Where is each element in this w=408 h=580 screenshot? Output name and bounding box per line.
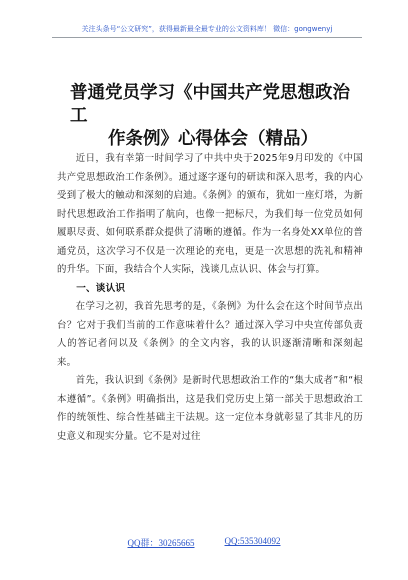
body-paragraph: 首先，我认识到《条例》是新时代思想政治工作的“集大成者”和“根本遵循”。《条例》明确指出，这是我们党历史上第一部关于思想政治工作的统领性、综合性基础主干法规。这一定位本身就彰显了其非凡的历史意义和现实分量。它不是对过往 — [57, 375, 363, 442]
title-line-1: 普通党员学习《中国共产党思想政治工 — [70, 83, 350, 126]
document-title — [70, 82, 360, 151]
body-paragraph: 在学习之初，我首先思考的是，《条例》为什么会在这个时间节点出台？它对于我们当前的工作意味着什么？通过深入学习中央宣传部负责人的答记者问以及《条例》的全文内容，我的认识逐渐清晰和深刻起来。 — [57, 301, 363, 368]
header-banner: 关注头条号“公文研究”，获得最新最全最专业的公文资料库！ 微信：gongwenyj — [81, 25, 333, 33]
intro-paragraph: 近日，我有幸第一时间学习了中共中央于2025年9月印发的《中国共产党思想政治工作条例》。通过逐字逐句的研读和深入思考，我的内心受到了极大的触动和深刻的启迪。《条例》的颁布，犹如一座灯塔，为新时代思想政治工作指明了航向，也像一把标尺，为我们每一位党员如何履职尽责、如何联系群众提供了清晰的遵循。作为一名身处XX单位的普通党员，这次学习不仅是一次理论的充电，更是一次思想的洗礼和精神的升华。下面，我结合个人实际，浅谈几点认识、体会与打算。 — [57, 153, 363, 275]
title-line-2: 作条例》心得体会（精品） — [108, 129, 318, 149]
qq-contact-link[interactable]: QQ:535304092 — [224, 536, 281, 546]
footer — [0, 536, 408, 549]
section-heading: 一、谈认识 — [76, 282, 126, 294]
header-divider — [52, 37, 362, 38]
qq-group-link[interactable]: QQ群：30265665 — [127, 538, 195, 548]
document-body — [57, 150, 363, 446]
